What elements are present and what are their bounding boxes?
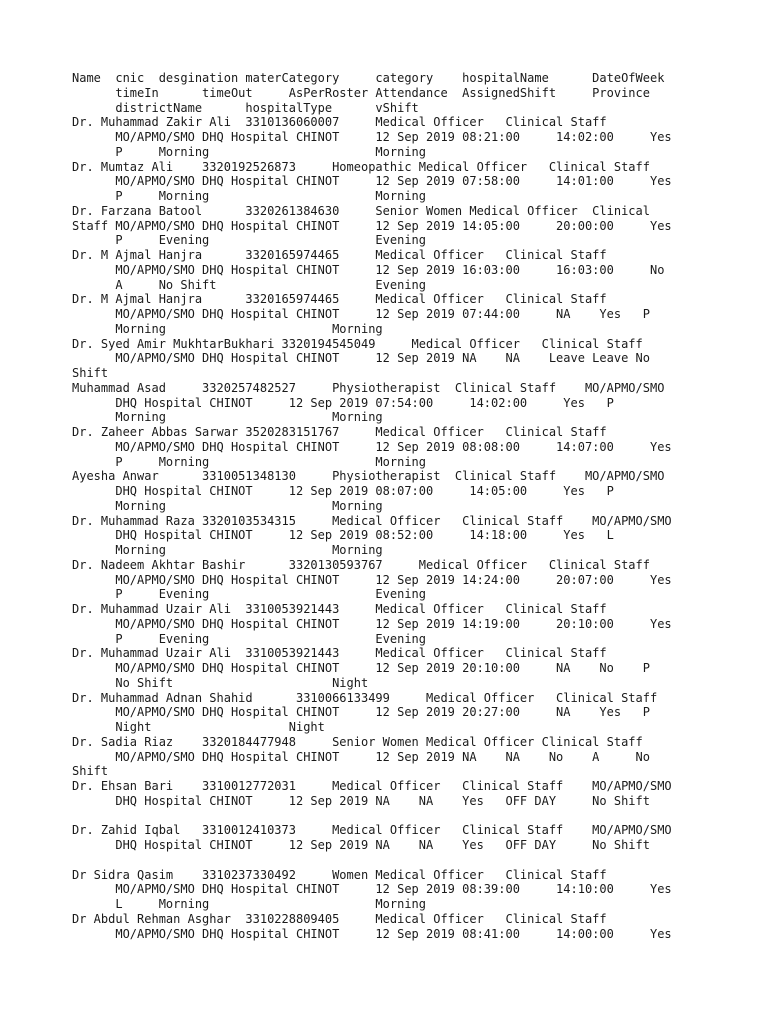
report-line: Shift	[72, 366, 109, 380]
report-line: Dr. Zahid Iqbal 3310012410373 Medical Officer Clinical Staff MO/APMO/SMO	[72, 823, 672, 838]
report-line: MO/APMO/SMO DHQ Hospital CHINOT 12 Sep 2019 07:44:00 NA Yes P	[72, 307, 650, 321]
report-line: Dr. Nadeem Akhtar Bashir 3320130593767 Medical Officer Clinical Staff	[72, 557, 650, 572]
report-line: MO/APMO/SMO DHQ Hospital CHINOT 12 Sep 2019 08:08:00 14:07:00 Yes	[72, 439, 672, 454]
report-line: Night Night	[72, 720, 325, 734]
report-line: P Morning Morning	[72, 454, 427, 469]
report-line: DHQ Hospital CHINOT 12 Sep 2019 NA NA Yes OFF DAY No Shift	[72, 838, 650, 852]
report-line: L Morning Morning	[72, 897, 427, 911]
report-line: Dr. M Ajmal Hanjra 3320165974465 Medical Officer Clinical Staff	[72, 292, 607, 307]
report-line: Dr. Syed Amir MukhtarBukhari 3320194545049 Medical Officer Clinical Staff	[72, 336, 643, 351]
report-line: Morning Morning	[72, 498, 383, 513]
report-line: Dr Abdul Rehman Asghar 3310228809405 Medical Officer Clinical Staff	[72, 911, 607, 926]
report-line: Dr. Sadia Riaz 3320184477948 Senior Women Medical Officer Clinical Staff	[72, 734, 643, 749]
report-line: Name cnic desgination materCategory category hospitalName DateOfWeek	[72, 71, 665, 85]
report-line: Dr. Ehsan Bari 3310012772031 Medical Officer Clinical Staff MO/APMO/SMO	[72, 779, 672, 793]
report-line: MO/APMO/SMO DHQ Hospital CHINOT 12 Sep 2019 08:39:00 14:10:00 Yes	[72, 882, 672, 897]
report-line: Morning Morning	[72, 410, 383, 425]
report-line: MO/APMO/SMO DHQ Hospital CHINOT 12 Sep 2019 07:58:00 14:01:00 Yes	[72, 174, 672, 189]
report-line: Dr. Muhammad Uzair Ali 3310053921443 Medical Officer Clinical Staff	[72, 646, 607, 661]
report-line: DHQ Hospital CHINOT 12 Sep 2019 07:54:00 14:02:00 Yes P	[72, 395, 614, 410]
report-line: MO/APMO/SMO DHQ Hospital CHINOT 12 Sep 2019 NA NA No A No	[72, 749, 650, 764]
report-line: P Evening Evening	[72, 233, 427, 248]
report-line: districtName hospitalType vShift	[72, 100, 419, 115]
report-line: Staff MO/APMO/SMO DHQ Hospital CHINOT 12 Sep 2019 14:05:00 20:00:00 Yes	[72, 218, 672, 233]
report-line: Dr. M Ajmal Hanjra 3320165974465 Medical Officer Clinical Staff	[72, 248, 607, 262]
report-line: Dr. Zaheer Abbas Sarwar 3520283151767 Medical Officer Clinical Staff	[72, 425, 607, 439]
report-line: Ayesha Anwar 3310051348130 Physiotherapist Clinical Staff MO/APMO/SMO	[72, 469, 665, 484]
report-line: Muhammad Asad 3320257482527 Physiotherapist Clinical Staff MO/APMO/SMO	[72, 380, 665, 395]
report-line: Dr. Muhammad Adnan Shahid 3310066133499 Medical Officer Clinical Staff	[72, 690, 658, 705]
report-line: MO/APMO/SMO DHQ Hospital CHINOT 12 Sep 2019 08:21:00 14:02:00 Yes	[72, 130, 672, 144]
report-line: MO/APMO/SMO DHQ Hospital CHINOT 12 Sep 2019 20:27:00 NA Yes P	[72, 705, 650, 720]
report-line: Morning Morning	[72, 543, 383, 557]
report-line: MO/APMO/SMO DHQ Hospital CHINOT 12 Sep 2019 16:03:00 16:03:00 No	[72, 262, 665, 277]
report-line: timeIn timeOut AsPerRoster Attendance AssignedShift Province	[72, 85, 650, 100]
report-line: P Evening Evening	[72, 587, 427, 602]
report-line: Dr. Muhammad Raza 3320103534315 Medical Officer Clinical Staff MO/APMO/SMO	[72, 513, 672, 528]
report-line: MO/APMO/SMO DHQ Hospital CHINOT 12 Sep 2019 14:19:00 20:10:00 Yes	[72, 616, 672, 631]
report-line	[72, 809, 752, 824]
report-line: Shift	[72, 764, 109, 779]
report-line: Morning Morning	[72, 321, 383, 336]
report-line: MO/APMO/SMO DHQ Hospital CHINOT 12 Sep 2019 20:10:00 NA No P	[72, 661, 650, 675]
report-line: DHQ Hospital CHINOT 12 Sep 2019 08:52:00 14:18:00 Yes L	[72, 528, 614, 543]
report-line: MO/APMO/SMO DHQ Hospital CHINOT 12 Sep 2019 14:24:00 20:07:00 Yes	[72, 572, 672, 587]
report-line: P Morning Morning	[72, 189, 427, 203]
report-line: DHQ Hospital CHINOT 12 Sep 2019 08:07:00 14:05:00 Yes P	[72, 484, 614, 498]
report-line: Dr. Muhammad Zakir Ali 3310136060007 Medical Officer Clinical Staff	[72, 115, 607, 130]
report-line: Dr. Muhammad Uzair Ali 3310053921443 Medical Officer Clinical Staff	[72, 602, 607, 616]
report-line: Dr Sidra Qasim 3310237330492 Women Medical Officer Clinical Staff	[72, 867, 607, 882]
report-line: DHQ Hospital CHINOT 12 Sep 2019 NA NA Yes OFF DAY No Shift	[72, 793, 650, 808]
attendance-report	[72, 71, 752, 941]
report-line: P Morning Morning	[72, 144, 427, 159]
report-line: MO/APMO/SMO DHQ Hospital CHINOT 12 Sep 2019 08:41:00 14:00:00 Yes	[72, 926, 672, 941]
report-line: No Shift Night	[72, 675, 369, 690]
report-line: Dr. Farzana Batool 3320261384630 Senior Women Medical Officer Clinical	[72, 203, 650, 218]
report-line: A No Shift Evening	[72, 277, 427, 292]
report-line: MO/APMO/SMO DHQ Hospital CHINOT 12 Sep 2019 NA NA Leave Leave No	[72, 351, 650, 366]
report-line	[72, 853, 752, 868]
report-line: Dr. Mumtaz Ali 3320192526873 Homeopathic Medical Officer Clinical Staff	[72, 159, 650, 174]
report-line: P Evening Evening	[72, 631, 427, 646]
